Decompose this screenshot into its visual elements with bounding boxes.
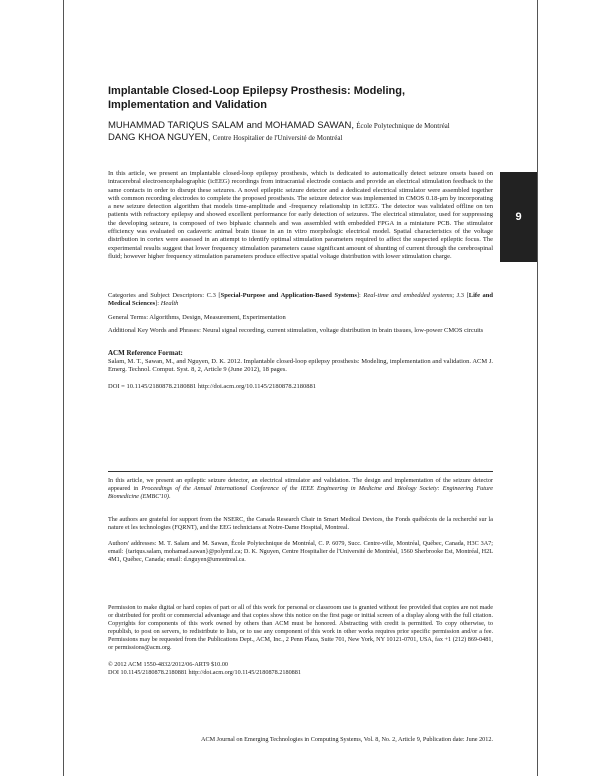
footnote-conference-tail: . [168,492,171,500]
author-affiliation: École Polytechnique de Montréal [356,122,450,130]
footnote-permissions: Permission to make digital or hard copies of part or all of this work for personal or classroom use is granted without fee provided that copies are not made or distributed for profit or commercial advantage and that copies show this notice on the first page or initial screen of a display along with the full citation. Copyrights for components of this work owned by others than ACM must be honored. Abstracting with credit is permitted. To copy otherwise, to republish, to post on servers, to redistribute to lists, or to use any component of this work in other works requires prior specific permission and/or a fee. Permissions may be requested from the Publications Dept., ACM, Inc., 2 Penn Plaza, Suite 701, New York, NY 10121-0701, USA, fax +1 (212) 869-0481, or permissions@acm.org. [108,604,493,651]
footnote-conference-proceedings: Proceedings of the Annual International Conference of the IEEE Engineering in Medicine and Biology Society: Engineering Future Biomedicine (EMBC'10) [108,484,493,500]
categories-descriptors [108,292,493,309]
footnote-divider [108,471,493,472]
footnote-conference [108,477,493,501]
category-2: Life and Medical Sciences [108,292,494,308]
author-names: MUHAMMAD TARIQUS SALAM and MOHAMAD SAWAN, [108,120,354,131]
copyright-line: © 2012 ACM 1550-4832/2012/06-ART9 $10.00 [108,661,229,668]
footnote-addresses: Authors' addresses: M. T. Salam and M. Sawan, École Polytechnique de Montréal, C. P. 6079, Succ. Centre-ville, Montréal, Québec, Canada, H3C 3A7; email: {tariqus.salam, mohamad.sawan}@polymtl.ca; D. K. Nguyen, Centre Hospitalier de l'Université de Montréal, 1560 Sherbrooke Est, Montréal, H2L 4M1, Québec, Canada; email: d.nguyen@umontreal.ca. [108,540,493,563]
categories-sep-3: ]: [155,300,161,308]
author-names: DANG KHOA NGUYEN, [108,132,211,143]
page-frame-right [537,0,538,776]
article-number: 9 [515,211,522,223]
categories-sep-2: ; J.3 [ [452,292,469,299]
article-number-tab [500,172,537,262]
abstract: In this article, we present an implantable closed-loop epilepsy prosthesis, which is dedicated to automatically detect seizure onsets based on intracerebral electroencephalographic (icEEG) recordings from intracranial electrode contacts and provide an electrical stimulation feedback to the same contacts in order to disrupt these seizures. A novel epileptic seizure detector and a dedicated electrical stimulator were assembled together with common recording electrodes to complete the proposed prosthesis. The seizure detector was implemented in CMOS 0.18-μm by incorporating a new seizure detection algorithm that models time-amplitude and -frequency relationship in icEEG. The detector was validated offline on ten patients with refractory epilepsy and showed excellent performance for early detection of seizures. The electrical stimulator, used for suppressing the developing seizure, is composed of two biphasic channels and was assembled with embedded FPGA in a miniature PCB. The stimulator efficiency was evaluated on cadaveric animal brain tissue in an in vitro morphologic electrical model. Spatial characteristics of the voltage distribution in cortex were assessed in an attempt to identify optimal stimulation parameters required to affect the suspected epileptic focus. The experimental results suggest that lower frequency stimulation parameters cause significant amount of shunting of current through the cerebrospinal fluid; however higher frequency stimulation parameters produce effective spatial voltage distribution with lower stimulation charge. [108,170,493,260]
author-line [108,132,508,144]
page-frame-left [63,0,64,776]
reference-heading: ACM Reference Format: [108,349,183,357]
categories-lead: Categories and Subject Descriptors: C.3 [ [108,292,221,299]
category-1-sub: Real-time and embedded systems [363,292,453,299]
footnote-doi: DOI 10.1145/2180878.2180881 http://doi.acm.org/10.1145/2180878.2180881 [108,668,301,676]
footnote-conference-lead: In this article, we present an epileptic seizure detector, an electrical stimulator and validation. The design and implementation of the seizure detector appeared in [108,477,493,492]
author-line [108,120,508,132]
journal-footer: ACM Journal on Emerging Technologies in Computing Systems, Vol. 8, No. 2, Article 9, Publication date: June 2012. [201,736,493,743]
category-2-sub: Health [160,300,179,308]
general-terms: General Terms: Algorithms, Design, Measurement, Experimentation [108,314,286,321]
footnote-acknowledgments: The authors are grateful for support from the NSERC, the Canada Research Chair in Smart Medical Devices, the Fonds québécois de la recherché sur la nature et les technologies (FQRNT), and the EEG technicians at Notre-Dame Hospital, Montreal. [108,516,493,531]
category-1: Special-Purpose and Application-Based Systems [220,292,357,299]
doi-line: DOI = 10.1145/2180878.2180881 http://doi.acm.org/10.1145/2180878.2180881 [108,383,316,390]
author-affiliation: Centre Hospitalier de l'Université de Montréal [212,134,343,142]
keywords: Additional Key Words and Phrases: Neural signal recording, current stimulation, voltage distribution in brain tissues, low-power CMOS circuits [108,327,484,334]
article-title: Implantable Closed-Loop Epilepsy Prosthesis: Modeling, Implementation and Validation [108,85,406,111]
footnote-copyright [108,661,493,677]
author-block [108,120,508,144]
categories-sep-1: ]: [356,292,364,299]
reference-text: Salam, M. T., Sawan, M., and Nguyen, D. K. 2012. Implantable closed-loop epilepsy prosthesis: Modeling, implementation and validation. ACM J. Emerg. Technol. Comput. Syst. 8, 2, Article 9 (June 2012), 18 pages. [108,358,493,374]
